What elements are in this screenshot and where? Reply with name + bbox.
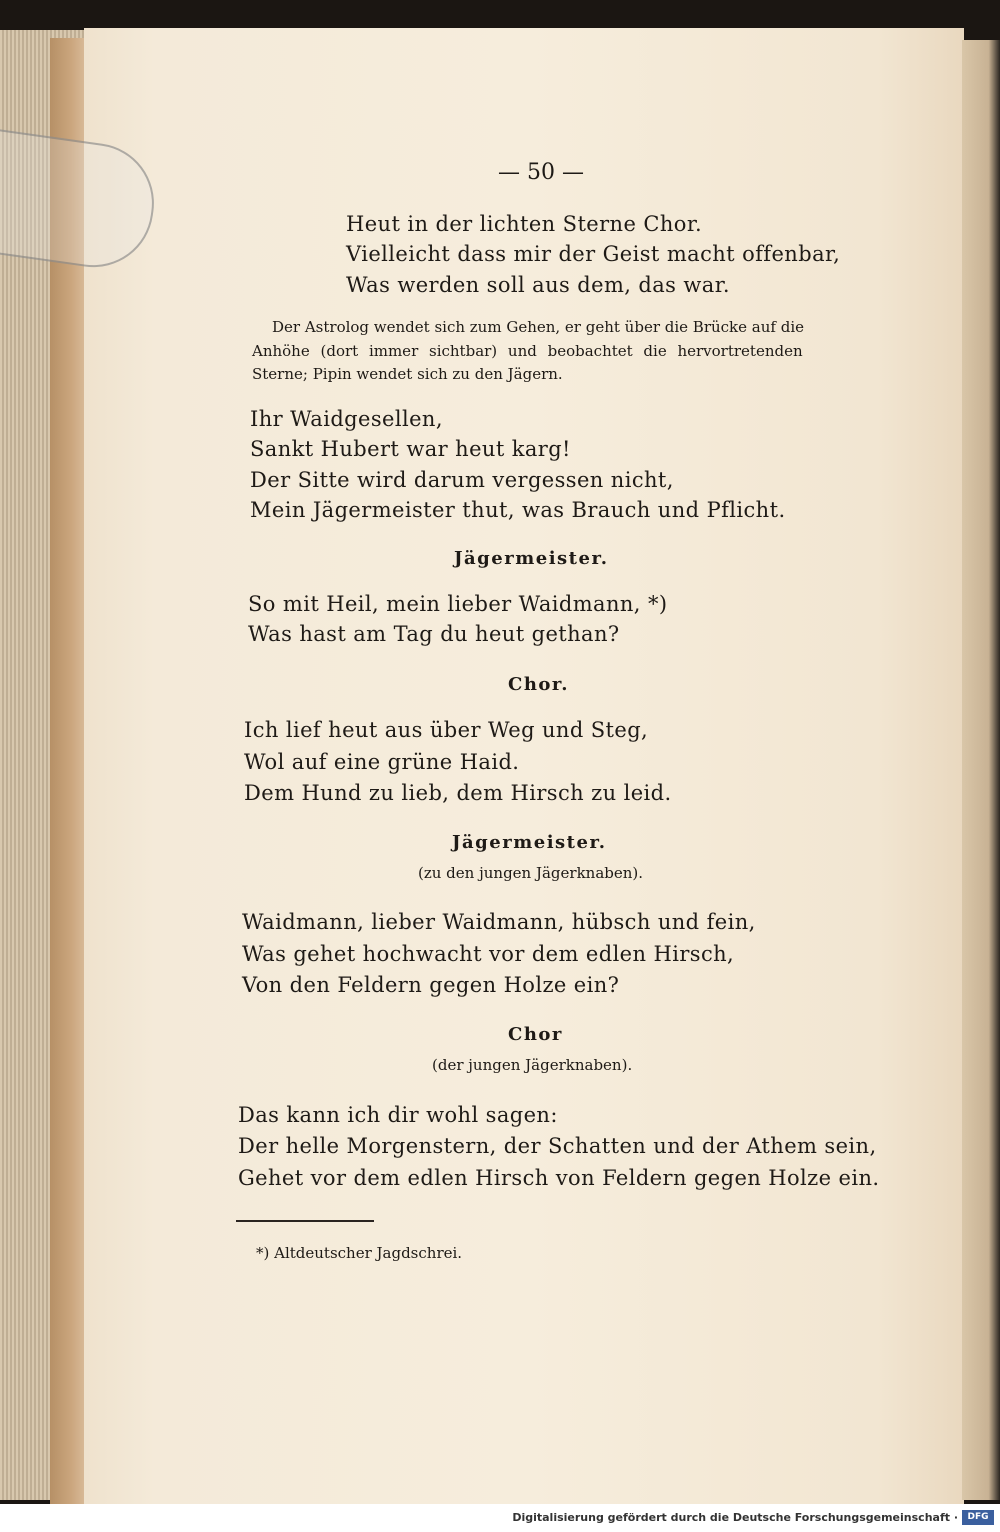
verse-line: Was hast am Tag du heut gethan?	[248, 622, 620, 646]
stage-direction: (zu den jungen Jägerknaben).	[418, 864, 644, 882]
verse-line: Der Sitte wird darum vergessen nicht,	[250, 468, 674, 492]
stage-direction-line: Anhöhe (dort immer sichtbar) und beobachtet die hervortretenden	[252, 342, 803, 360]
verse-line: Vielleicht dass mir der Geist macht offenbar,	[346, 242, 841, 266]
verse-line: Von den Feldern gegen Holze ein?	[242, 973, 620, 997]
page-number: — 50 —	[498, 160, 584, 185]
verse-line: Was gehet hochwacht vor dem edlen Hirsch,	[242, 942, 735, 966]
verse-line: Heut in der lichten Sterne Chor.	[346, 212, 703, 236]
footer-text: Digitalisierung gefördert durch die Deutsche Forschungsgemeinschaft ·	[512, 1511, 958, 1524]
footnote: *) Altdeutscher Jagdschrei.	[256, 1244, 463, 1262]
speaker-heading: Chor	[508, 1024, 563, 1045]
verse-line: Das kann ich dir wohl sagen:	[238, 1103, 558, 1127]
stage-direction: (der jungen Jägerknaben).	[432, 1056, 633, 1074]
verse-line: Mein Jägermeister thut, was Brauch und Pflicht.	[250, 498, 786, 522]
verse-line: Waidmann, lieber Waidmann, hübsch und fein,	[242, 910, 756, 934]
verse-line: Was werden soll aus dem, das war.	[346, 273, 730, 297]
speaker-heading: Chor.	[508, 674, 570, 695]
speaker-heading: Jägermeister.	[452, 832, 607, 853]
verse-line: Sankt Hubert war heut karg!	[250, 437, 571, 461]
verse-line: Wol auf eine grüne Haid.	[244, 750, 520, 774]
verse-line: Gehet vor dem edlen Hirsch von Feldern gegen Holze ein.	[238, 1166, 880, 1190]
verse-line: Ihr Waidgesellen,	[250, 407, 443, 431]
verse-line: Ich lief heut aus über Weg und Steg,	[244, 718, 649, 742]
page-right-edge	[962, 40, 1000, 1500]
speaker-heading: Jägermeister.	[454, 548, 609, 569]
stage-direction-line: Der Astrolog wendet sich zum Gehen, er geht über die Brücke auf die	[272, 318, 804, 336]
digitization-footer	[0, 1504, 1000, 1532]
stage-direction-line: Sterne; Pipin wendet sich zu den Jägern.	[252, 365, 563, 383]
verse-line: Der helle Morgenstern, der Schatten und der Athem sein,	[238, 1134, 877, 1158]
footnote-rule	[236, 1220, 374, 1222]
dfg-logo: DFG	[962, 1510, 994, 1525]
verse-line: So mit Heil, mein lieber Waidmann, *)	[248, 592, 668, 616]
verse-line: Dem Hund zu lieb, dem Hirsch zu leid.	[244, 781, 672, 805]
